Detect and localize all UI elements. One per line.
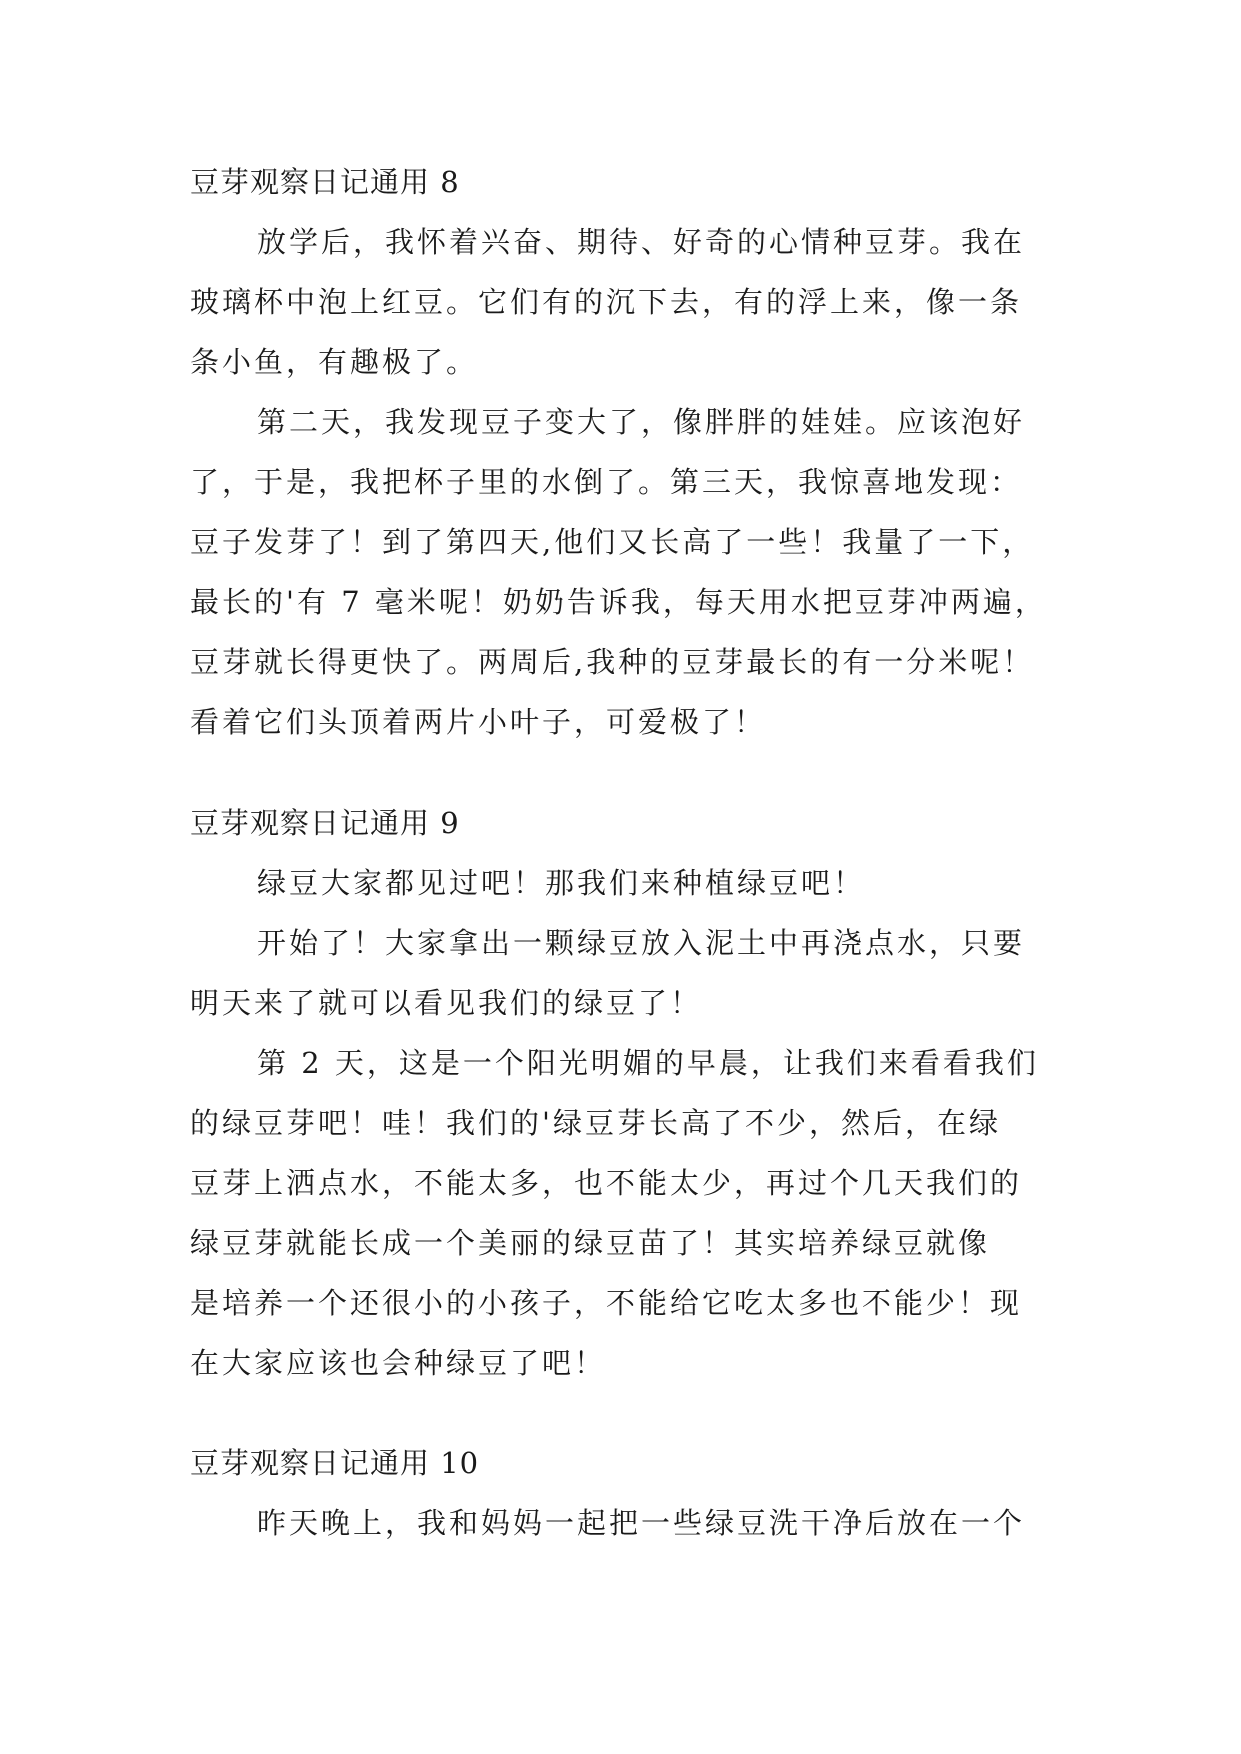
paragraph-line: 最长的'有 7 毫米呢！奶奶告诉我，每天用水把豆芽冲两遍，: [190, 585, 1047, 619]
paragraph-line: 放学后，我怀着兴奋、期待、好奇的心情种豆芽。我在: [257, 225, 1026, 259]
paragraph-line: 绿豆芽就能长成一个美丽的绿豆苗了！其实培养绿豆就像: [190, 1226, 991, 1260]
paragraph-line: 看着它们头顶着两片小叶子，可爱极了！: [190, 705, 767, 739]
paragraph-line: 是培养一个还很小的小孩子，不能给它吃太多也不能少！现: [190, 1286, 1023, 1320]
paragraph-line: 豆芽上洒点水，不能太多，也不能太少，再过个几天我们的: [190, 1166, 1023, 1200]
paragraph-line: 玻璃杯中泡上红豆。它们有的沉下去，有的浮上来，像一条: [190, 285, 1023, 319]
paragraph-line: 明天来了就可以看见我们的绿豆了！: [190, 986, 703, 1020]
paragraph-line: 条小鱼，有趣极了。: [190, 345, 479, 379]
paragraph-line: 绿豆大家都见过吧！那我们来种植绿豆吧！: [257, 866, 866, 900]
paragraph-line: 昨天晚上，我和妈妈一起把一些绿豆洗干净后放在一个: [257, 1506, 1026, 1540]
paragraph-line: 豆芽就长得更快了。两周后,我种的豆芽最长的有一分米呢！: [190, 645, 1035, 679]
paragraph-line: 了，于是，我把杯子里的水倒了。第三天，我惊喜地发现：: [190, 465, 1023, 499]
section-title: 豆芽观察日记通用 8: [190, 165, 460, 199]
paragraph-line: 第二天，我发现豆子变大了，像胖胖的娃娃。应该泡好: [257, 405, 1026, 439]
section-title: 豆芽观察日记通用 10: [190, 1446, 480, 1480]
paragraph-line: 第 2 天，这是一个阳光明媚的早晨，让我们来看看我们: [257, 1046, 1039, 1080]
paragraph-line: 的绿豆芽吧！哇！我们的'绿豆芽长高了不少，然后，在绿: [190, 1106, 1001, 1140]
section-title: 豆芽观察日记通用 9: [190, 806, 460, 840]
paragraph-line: 在大家应该也会种绿豆了吧！: [190, 1346, 607, 1380]
paragraph-line: 开始了！大家拿出一颗绿豆放入泥土中再浇点水，只要: [257, 926, 1026, 960]
paragraph-line: 豆子发芽了！到了第四天,他们又长高了一些！我量了一下，: [190, 525, 1035, 559]
